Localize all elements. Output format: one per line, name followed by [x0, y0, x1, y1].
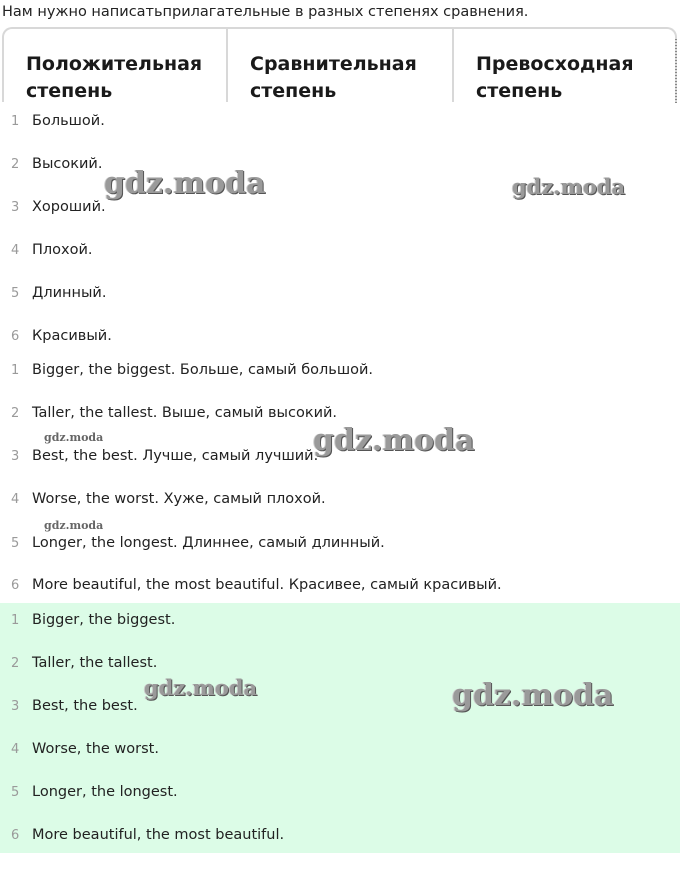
item-number: 2: [11, 656, 20, 671]
item-number: 2: [11, 406, 20, 421]
item-text: Хороший.: [32, 199, 106, 215]
header-positive: [4, 29, 228, 102]
item-number: 3: [11, 699, 20, 714]
section-comparative: [0, 355, 680, 603]
item-number: 1: [11, 363, 20, 378]
item-text: Best, the best.: [32, 698, 138, 714]
section-superlative: [0, 603, 680, 853]
item-text: Длинный.: [32, 285, 107, 301]
item-text: More beautiful, the most beautiful. Красивее, самый красивый.: [32, 577, 502, 593]
item-number: 2: [11, 157, 20, 172]
item-number: 3: [11, 449, 20, 464]
header-superlative: [454, 29, 675, 102]
item-number: 4: [11, 742, 20, 757]
watermark: gdz.moda: [512, 174, 626, 199]
header-comparative-line2: степень: [250, 80, 337, 102]
header-superlative-line2: степень: [476, 80, 563, 102]
item-text: Большой.: [32, 113, 105, 129]
watermark: gdz.moda: [144, 675, 258, 700]
item-text: Красивый.: [32, 328, 112, 344]
item-text: Плохой.: [32, 242, 93, 258]
item-number: 4: [11, 492, 20, 507]
watermark: gdz.moda: [44, 431, 104, 444]
item-number: 5: [11, 785, 20, 800]
item-text: Worse, the worst. Хуже, самый плохой.: [32, 491, 326, 507]
table-header: [2, 27, 677, 102]
item-text: Высокий.: [32, 156, 103, 172]
item-number: 1: [11, 613, 20, 628]
item-number: 5: [11, 536, 20, 551]
item-text: Longer, the longest.: [32, 784, 178, 800]
item-text: Taller, the tallest. Выше, самый высокий.: [32, 405, 338, 421]
item-number: 6: [11, 828, 20, 843]
item-text: Bigger, the biggest.: [32, 612, 176, 628]
watermark: gdz.moda: [44, 519, 104, 532]
watermark: gdz.moda: [104, 166, 266, 201]
section-positive: [0, 103, 680, 355]
item-text: Taller, the tallest.: [32, 655, 158, 671]
header-superlative-line1: Превосходная: [476, 53, 634, 75]
item-number: 1: [11, 114, 20, 129]
item-number: 3: [11, 200, 20, 215]
header-comparative-line1: Сравнительная: [250, 53, 417, 75]
header-positive-line1: Положительная: [26, 53, 203, 75]
item-number: 6: [11, 578, 20, 593]
item-text: More beautiful, the most beautiful.: [32, 827, 285, 843]
item-text: Bigger, the biggest. Больше, самый большой.: [32, 362, 374, 378]
header-positive-line2: степень: [26, 80, 113, 102]
item-number: 5: [11, 286, 20, 301]
item-number: 6: [11, 329, 20, 344]
watermark: gdz.moda: [452, 678, 614, 713]
item-number: 4: [11, 243, 20, 258]
item-text: Best, the best. Лучше, самый лучший.: [32, 448, 319, 464]
task-intro: Нам нужно написатьприлагательные в разных степенях сравнения.: [2, 4, 529, 20]
item-text: Longer, the longest. Длиннее, самый длинный.: [32, 535, 385, 551]
header-comparative: [228, 29, 454, 102]
item-text: Worse, the worst.: [32, 741, 159, 757]
watermark: gdz.moda: [313, 423, 475, 458]
